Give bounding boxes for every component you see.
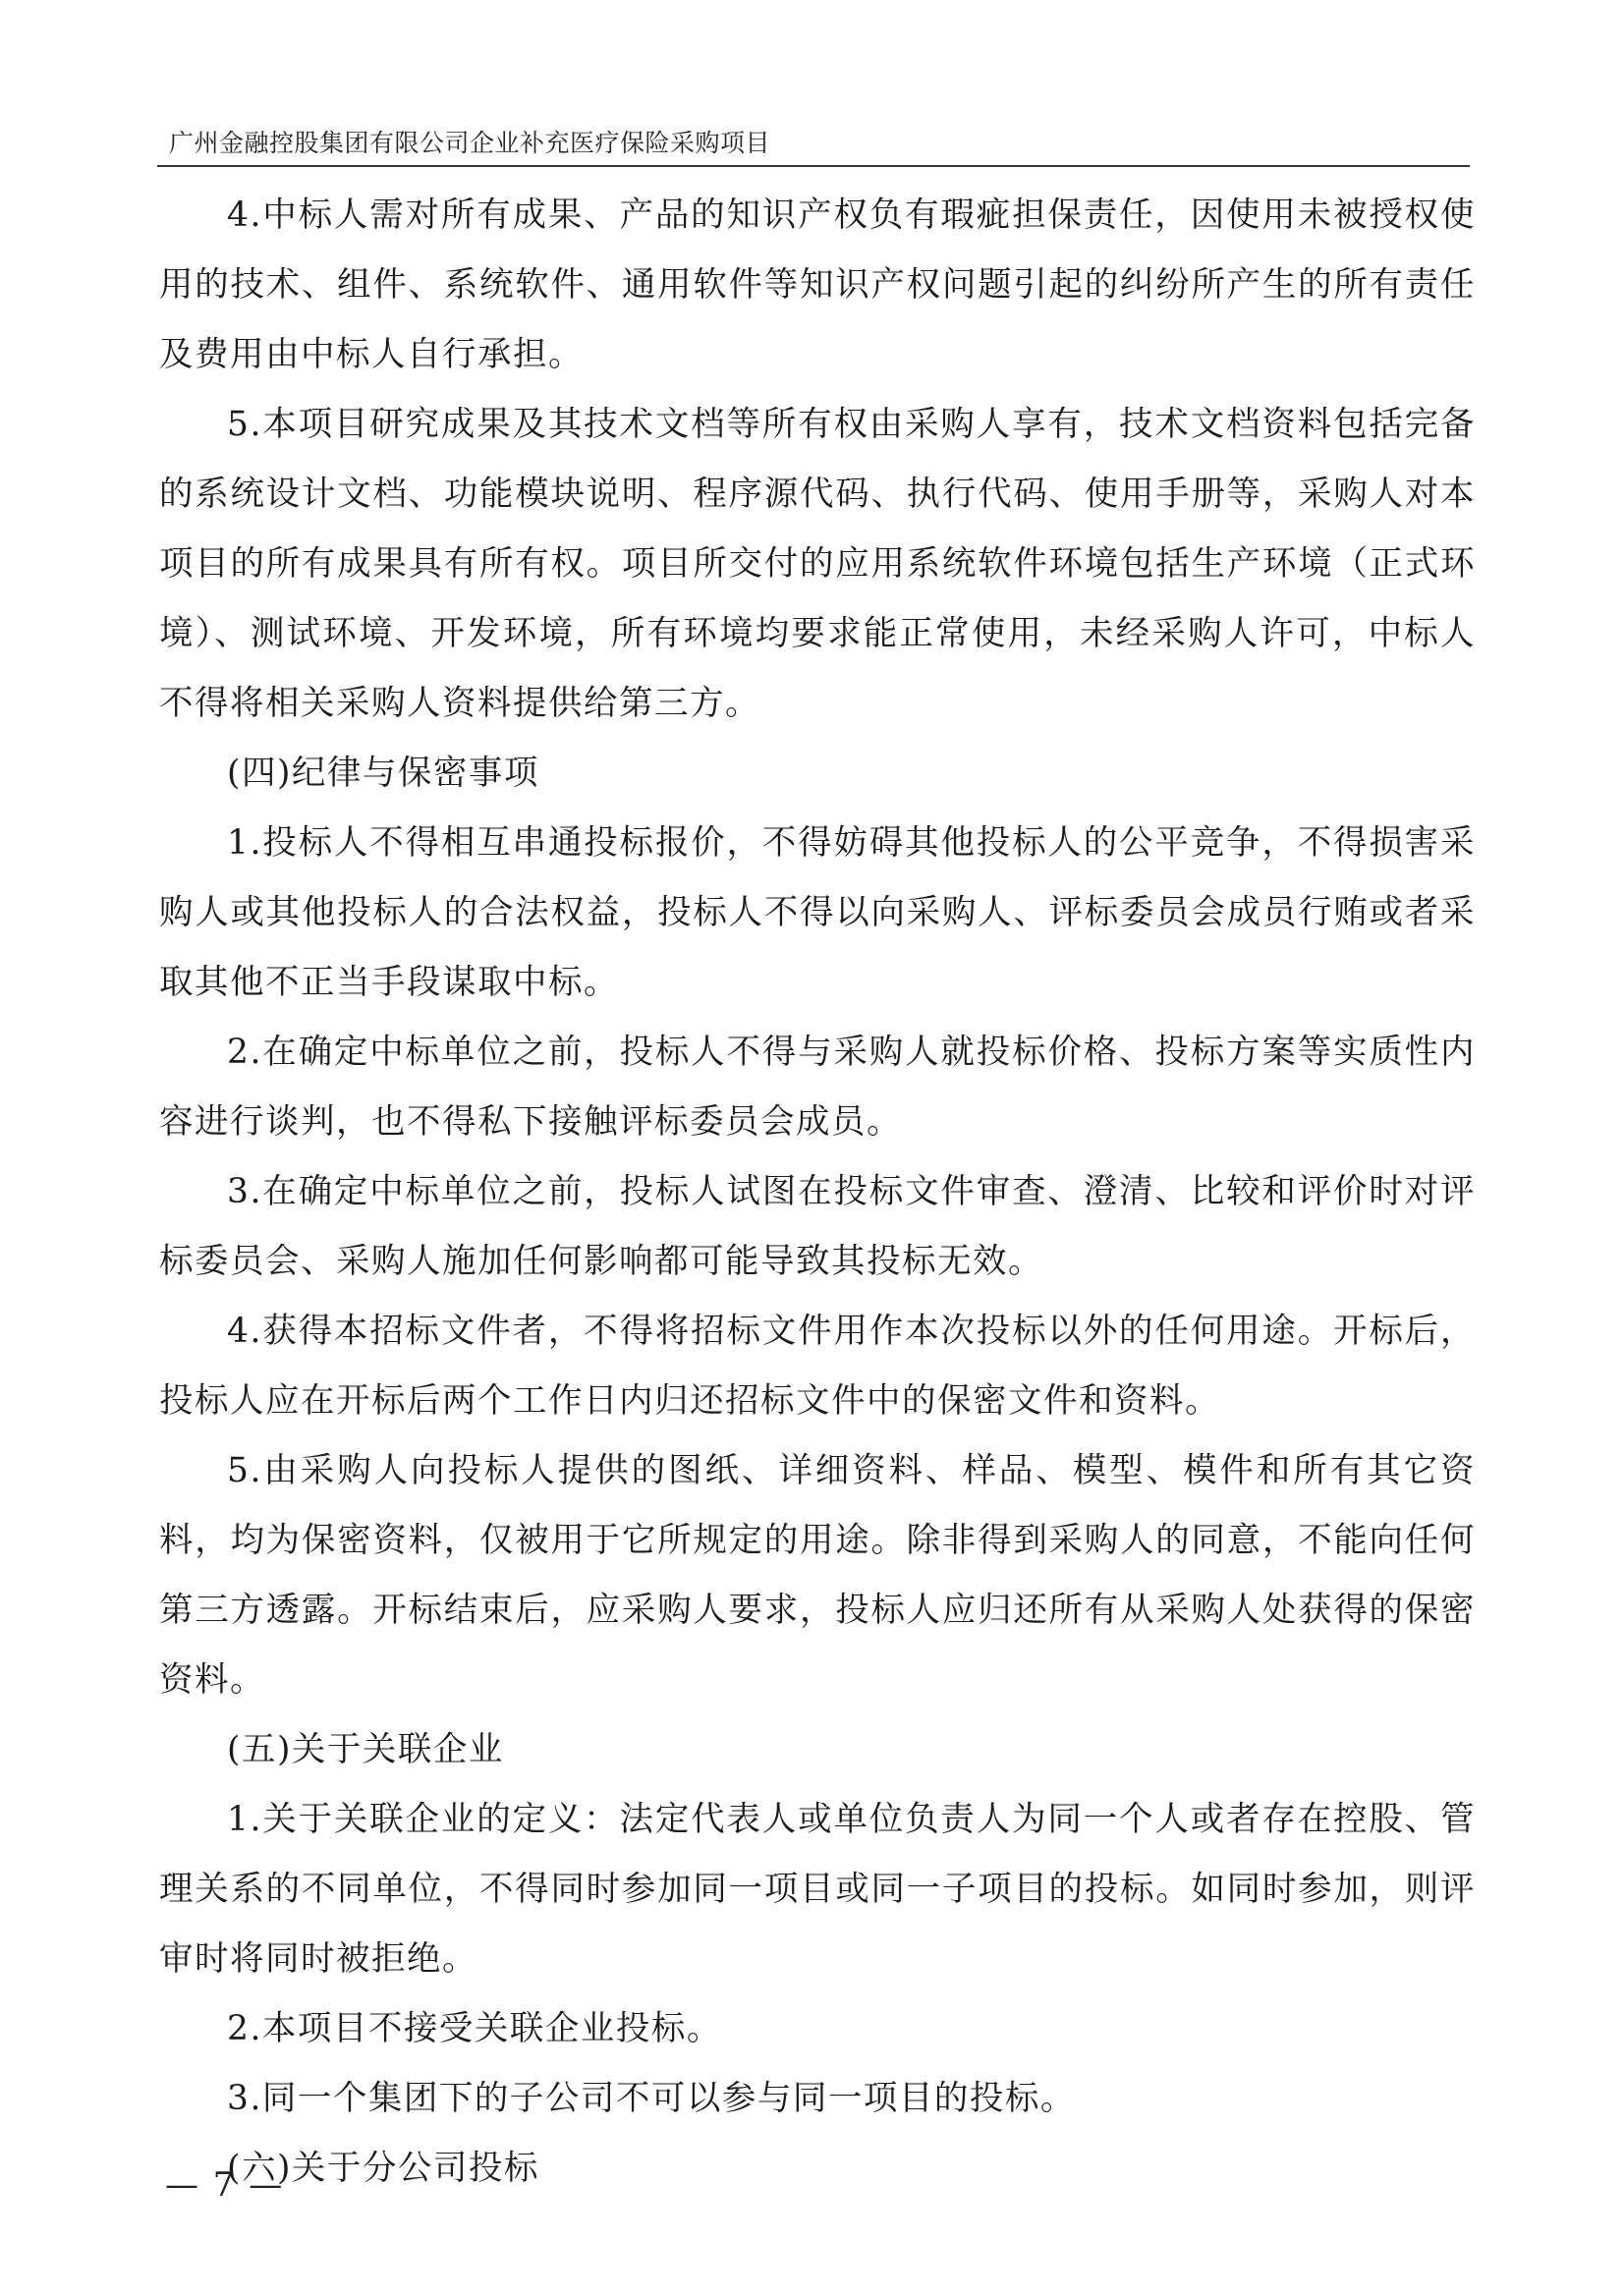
paragraph: 3.同一个集团下的子公司不可以参与同一项目的投标。	[227, 2079, 1076, 2118]
header-rule	[157, 165, 1470, 167]
paragraph: 1.投标人不得相互串通投标报价，不得妨碍其他投标人的公平竞争，不得损害采购人或其他投标人的合法权益，投标人不得以向采购人、评标委员会成员行贿或者采取其他不正当手段谋取中标。	[159, 823, 1476, 1002]
paragraph: 2.在确定中标单位之前，投标人不得与采购人就投标价格、投标方案等实质性内容进行谈判，也不得私下接触评标委员会成员。	[159, 1033, 1476, 1142]
page-number: — 7 —	[165, 2165, 285, 2205]
paragraph: 4.中标人需对所有成果、产品的知识产权负有瑕疵担保责任，因使用未被授权使用的技术、组件、系统软件、通用软件等知识产权问题引起的纠纷所产生的所有责任及费用由中标人自行承担。	[159, 196, 1476, 374]
paragraph: 2.本项目不接受关联企业投标。	[227, 2009, 722, 2048]
paragraph: 1.关于关联企业的定义：法定代表人或单位负责人为同一个人或者存在控股、管理关系的不同单位，不得同时参加同一项目或同一子项目的投标。如同时参加，则评审时将同时被拒绝。	[159, 1800, 1476, 1979]
paragraph: 5.本项目研究成果及其技术文档等所有权由采购人享有，技术文档资料包括完备的系统设计文档、功能模块说明、程序源代码、执行代码、使用手册等，采购人对本项目的所有成果具有所有权。项目所交付的应用系统软件环境包括生产环境（正式环境）、测试环境、开发环境，所有环境均要求能正常使用，未经采购人许可，中标人不得将相关采购人资料提供给第三方。	[159, 405, 1476, 723]
paragraph: 4.获得本招标文件者，不得将招标文件用作本次投标以外的任何用途。开标后，投标人应在开标后两个工作日内归还招标文件中的保密文件和资料。	[159, 1312, 1476, 1421]
paragraph: 3.在确定中标单位之前，投标人试图在投标文件审查、澄清、比较和评价时对评标委员会、采购人施加任何影响都可能导致其投标无效。	[159, 1172, 1476, 1281]
paragraph: 5.由采购人向投标人提供的图纸、详细资料、样品、模型、模件和所有其它资料，均为保密资料，仅被用于它所规定的用途。除非得到采购人的同意，不能向任何第三方透露。开标结束后，应采购人要求，投标人应归还所有从采购人处获得的保密资料。	[159, 1451, 1476, 1700]
running-header: 广州金融控股集团有限公司企业补充医疗保险采购项目	[169, 129, 771, 157]
body-text	[159, 181, 1476, 2204]
section-heading: (五)关于关联企业	[227, 1730, 504, 1769]
section-heading: (六)关于分公司投标	[227, 2149, 539, 2188]
section-heading: (四)纪律与保密事项	[227, 754, 539, 793]
